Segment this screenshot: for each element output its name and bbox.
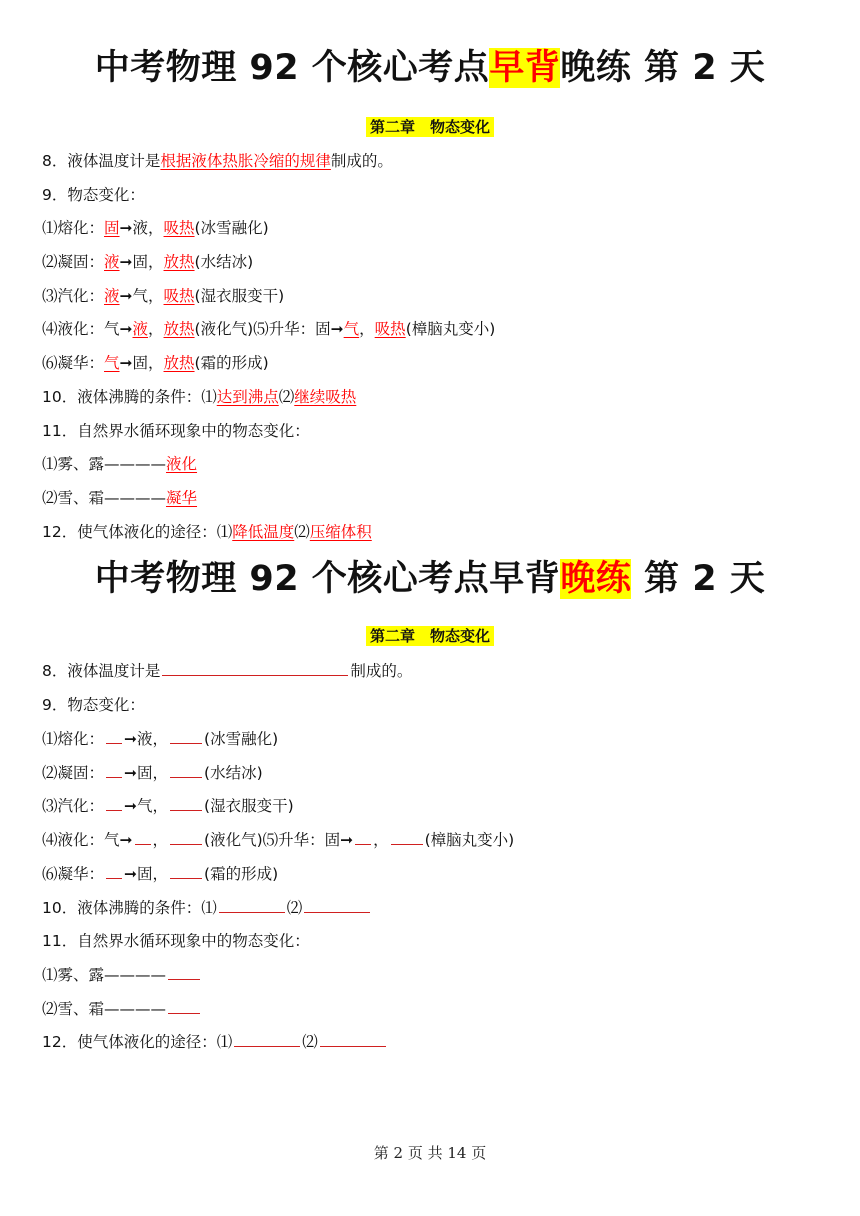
answer-blank[interactable] bbox=[170, 728, 202, 744]
morning-item-8: 8．液体温度计是根据液体热胀冷缩的规律制成的。 bbox=[42, 152, 393, 170]
answer-blank[interactable] bbox=[106, 863, 122, 879]
answer: 吸热 bbox=[163, 219, 195, 237]
answer: 固 bbox=[104, 219, 120, 237]
answer-blank[interactable] bbox=[106, 795, 122, 811]
morning-item-10: 10．液体沸腾的条件：⑴达到沸点⑵继续吸热 bbox=[42, 388, 357, 406]
answer-blank[interactable] bbox=[168, 998, 200, 1014]
evening-item-10: 10．液体沸腾的条件：⑴ ⑵ bbox=[42, 897, 372, 919]
answer-blank[interactable] bbox=[135, 829, 151, 845]
evening-vaporize: ⑶汽化： ➞气， (湿衣服变干) bbox=[42, 797, 294, 815]
answer: 放热 bbox=[163, 253, 195, 271]
answer: 凝华 bbox=[166, 489, 198, 507]
answer: 液化 bbox=[166, 455, 198, 473]
morning-item-9: 9．物态变化： bbox=[42, 186, 145, 204]
title-highlight: 晚练 bbox=[560, 559, 632, 599]
answer: 继续吸热 bbox=[294, 388, 357, 406]
evening-item-11: 11．自然界水循环现象中的物态变化： bbox=[42, 932, 310, 950]
answer-blank[interactable] bbox=[170, 762, 202, 778]
morning-chapter-heading: 第二章 物态变化 bbox=[0, 116, 860, 138]
answer: 气 bbox=[104, 354, 120, 372]
answer-blank[interactable] bbox=[170, 829, 202, 845]
morning-freeze: ⑵凝固：液➞固，放热(水结冰) bbox=[42, 253, 254, 271]
morning-liquefy-sublime: ⑷液化：气➞液，放热(液化气)⑸升华：固➞气，吸热(樟脑丸变小) bbox=[42, 320, 496, 338]
answer: 液 bbox=[104, 287, 120, 305]
morning-desublimate: ⑹凝华：气➞固，放热(霜的形成) bbox=[42, 354, 269, 372]
evening-fog-dew: ⑴雾、露———— bbox=[42, 964, 202, 986]
answer: 放热 bbox=[163, 320, 195, 338]
answer: 液 bbox=[132, 320, 149, 338]
answer: 降低温度 bbox=[232, 523, 295, 541]
page-footer: 第 2 页 共 14 页 bbox=[373, 1144, 487, 1162]
evening-freeze: ⑵凝固： ➞固， (水结冰) bbox=[42, 764, 263, 782]
evening-melt: ⑴熔化： ➞液， (冰雪融化) bbox=[42, 730, 279, 748]
answer-blank[interactable] bbox=[234, 1031, 300, 1047]
morning-fog-dew: ⑴雾、露————液化 bbox=[42, 455, 198, 473]
answer: 吸热 bbox=[163, 287, 195, 305]
evening-desublimate: ⑹凝华： ➞固， (霜的形成) bbox=[42, 865, 279, 883]
answer: 液 bbox=[104, 253, 120, 271]
evening-title: 中考物理 92 个核心考点早背晚练 第 2 天 bbox=[94, 559, 766, 599]
morning-melt: ⑴熔化：固➞液，吸热(冰雪融化) bbox=[42, 219, 269, 237]
evening-snow-frost: ⑵雪、霜———— bbox=[42, 998, 202, 1020]
answer-blank[interactable] bbox=[106, 762, 122, 778]
evening-item-12: 12．使气体液化的途径：⑴ ⑵ bbox=[42, 1031, 388, 1053]
answer-blank[interactable] bbox=[162, 660, 348, 676]
evening-chapter-heading: 第二章 物态变化 bbox=[0, 625, 860, 647]
morning-item-11: 11．自然界水循环现象中的物态变化： bbox=[42, 422, 310, 440]
answer-blank[interactable] bbox=[106, 728, 122, 744]
answer-blank[interactable] bbox=[168, 964, 200, 980]
morning-title: 中考物理 92 个核心考点早背晚练 第 2 天 bbox=[94, 48, 766, 88]
answer-blank[interactable] bbox=[219, 897, 285, 913]
morning-item-12: 12．使气体液化的途径：⑴降低温度⑵压缩体积 bbox=[42, 523, 372, 541]
evening-item-8: 8．液体温度计是 制成的。 bbox=[42, 662, 413, 680]
answer: 根据液体热胀冷缩的规律 bbox=[160, 152, 331, 170]
answer: 达到沸点 bbox=[216, 388, 279, 406]
answer: 压缩体积 bbox=[309, 523, 372, 541]
answer-blank[interactable] bbox=[304, 897, 370, 913]
evening-item-9: 9．物态变化： bbox=[42, 696, 145, 714]
answer-blank[interactable] bbox=[170, 795, 202, 811]
morning-snow-frost: ⑵雪、霜————凝华 bbox=[42, 489, 198, 507]
answer-blank[interactable] bbox=[170, 863, 202, 879]
answer: 气 bbox=[343, 320, 360, 338]
title-highlight: 早背 bbox=[489, 48, 561, 88]
morning-vaporize: ⑶汽化：液➞气，吸热(湿衣服变干) bbox=[42, 287, 285, 305]
answer-blank[interactable] bbox=[320, 1031, 386, 1047]
answer-blank[interactable] bbox=[391, 829, 423, 845]
answer: 吸热 bbox=[374, 320, 406, 338]
answer: 放热 bbox=[163, 354, 195, 372]
answer-blank[interactable] bbox=[355, 829, 371, 845]
evening-liquefy-sublime: ⑷液化：气➞ ， (液化气)⑸升华：固➞ ， (樟脑丸变小) bbox=[42, 831, 515, 849]
